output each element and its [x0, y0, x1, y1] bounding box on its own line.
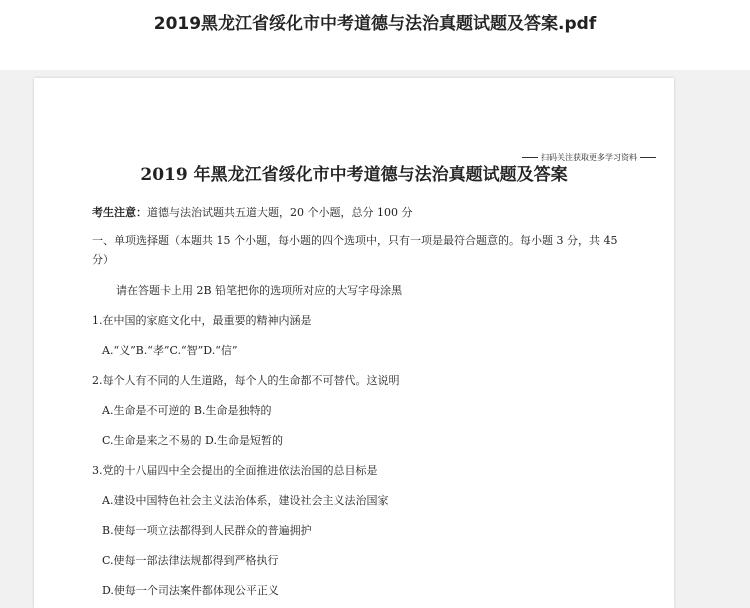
- question-option: D.使每一个司法案件都体现公平正义: [102, 584, 279, 597]
- scan-note-rule-left: [522, 157, 538, 158]
- notice-text: 道德与法治试题共五道大题，20 个小题，总分 100 分: [147, 206, 413, 219]
- question-stem: 1.在中国的家庭文化中，最重要的精神内涵是: [92, 314, 312, 327]
- pdf-page: [34, 78, 674, 608]
- notice-label: 考生注意：: [92, 206, 147, 219]
- question-option: A.“义”B.“孝”C.“智”D.“信”: [102, 344, 238, 357]
- instruction: 请在答题卡上用 2B 铅笔把你的选项所对应的大写字母涂黑: [116, 284, 403, 297]
- scan-note-rule-right: [640, 157, 656, 158]
- question-option: B.使每一项立法都得到人民群众的普遍拥护: [102, 524, 312, 537]
- question-stem: 2.每个人有不同的人生道路，每个人的生命都不可替代。这说明: [92, 374, 400, 387]
- paper-title: 2019 年黑龙江省绥化市中考道德与法治真题试题及答案: [140, 165, 568, 185]
- file-title: 2019黑龙江省绥化市中考道德与法治真题试题及答案.pdf: [153, 14, 597, 34]
- question-option: A.建设中国特色社会主义法治体系，建设社会主义法治国家: [102, 494, 389, 507]
- notice: [92, 204, 412, 220]
- question-option: C.使每一部法律法规都得到严格执行: [102, 554, 279, 567]
- question-stem: 3.党的十八届四中全会提出的全面推进依法治国的总目标是: [92, 464, 378, 477]
- scan-note-text: 扫码关注获取更多学习资料: [541, 153, 637, 162]
- section-one-heading: 一、单项选择题（本题共 15 个小题，每小题的四个选项中，只有一项是最符合题意的。每小题 3 分，共 45 分）: [92, 234, 618, 266]
- question-option: C.生命是来之不易的 D.生命是短暂的: [102, 434, 283, 447]
- question-option: A.生命是不可逆的 B.生命是独特的: [102, 404, 272, 417]
- viewer-header: [0, 0, 750, 70]
